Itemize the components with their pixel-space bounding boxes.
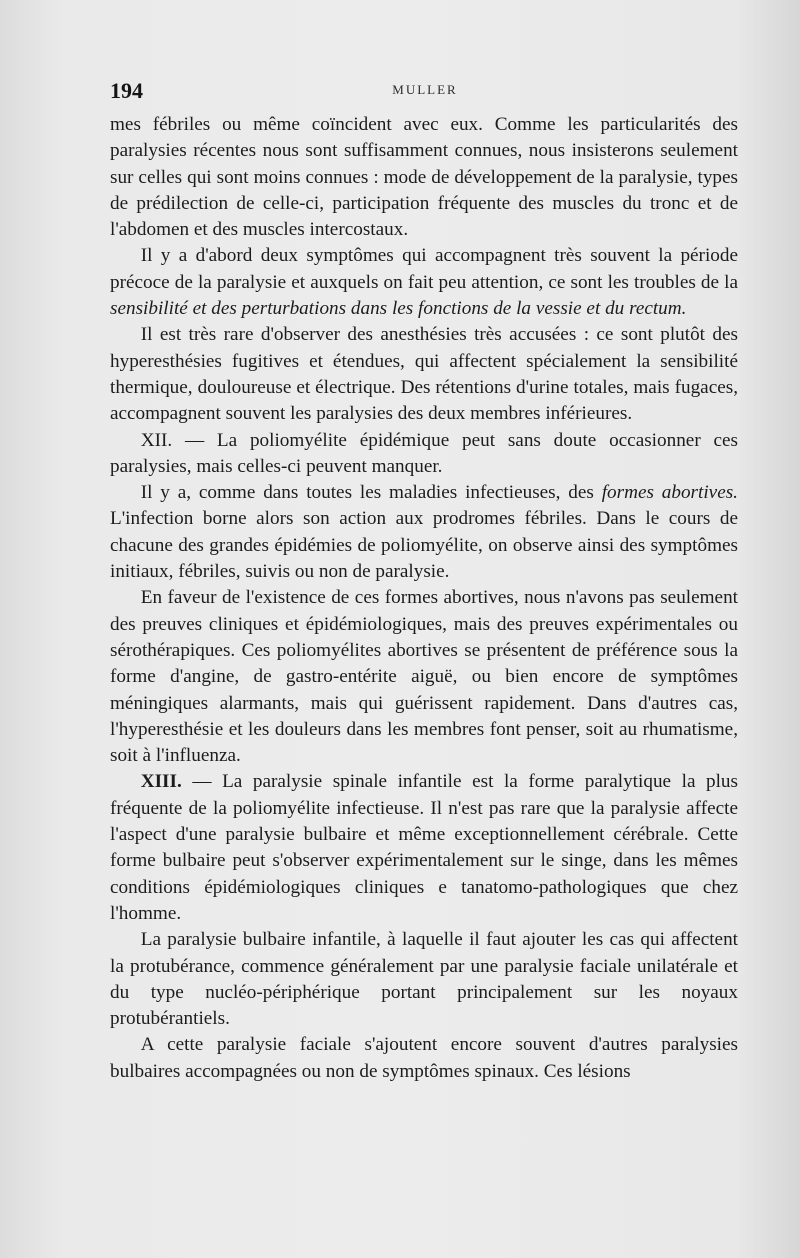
paragraph-6 bbox=[110, 585, 738, 769]
body-text bbox=[110, 112, 738, 1085]
section-xii-label: XII. bbox=[140, 429, 173, 451]
paragraph-9-text: A cette paralysie faciale s'ajoutent encore souvent d'autres paralysies bulbaires accompagnées ou non de symptômes spinaux. Ces lésions bbox=[110, 1034, 738, 1082]
paragraph-4-text: — La poliomyélite épidémique peut sans doute occasionner ces paralysies, mais celles-ci peuvent manquer. bbox=[110, 429, 738, 477]
paragraph-5-italic: formes abortives. bbox=[601, 482, 738, 504]
paragraph-4 bbox=[110, 428, 738, 481]
paragraph-2-text: Il y a d'abord deux symptômes qui accompagnent très souvent la période précoce de la paralysie et auxquels on fait peu attention, ce sont les troubles de la bbox=[110, 245, 738, 293]
paragraph-2 bbox=[110, 243, 738, 322]
paragraph-5 bbox=[110, 480, 738, 585]
paragraph-7-text: — La paralysie spinale infantile est la forme paralytique la plus fréquente de la poliomyélite infectieuse. Il n'est pas rare que la paralysie affecte l'aspect d'une paralysie bulbaire et même exceptionnellement cérébrale. Cette forme bulbaire peut s'observer expérimentalement sur le singe, dans les mêmes conditions épidémiologiques cliniques e tanatomo-pathologiques que chez l'homme. bbox=[110, 771, 738, 924]
paragraph-9 bbox=[110, 1032, 738, 1085]
paragraph-5-end: L'infection borne alors son action aux prodromes fébriles. Dans le cours de chacune des grandes épidémies de poliomyélite, on observe ainsi des symptômes initiaux, fébriles, suivis ou non de paralysie. bbox=[110, 508, 738, 583]
paragraph-8 bbox=[110, 927, 738, 1032]
paragraph-3 bbox=[110, 322, 738, 427]
paragraph-2-italic: sensibilité et des perturbations dans les fonctions de la vessie et du rectum. bbox=[110, 298, 687, 320]
paragraph-6-text: En faveur de l'existence de ces formes abortives, nous n'avons pas seulement des preuves cliniques et épidémiologiques, mais des preuves expérimentales ou sérothérapiques. Ces poliomyélites abortives se présentent de préférence sous la forme d'angine, de gastro-entérite aiguë, ou bien encore de symptômes méningiques alarmants, mais qui guérissent rapidement. Dans d'autres cas, l'hyperesthésie et les douleurs dans les membres font penser, soit au rhumatisme, soit à l'influenza. bbox=[110, 587, 738, 767]
section-xiii-label: XIII. bbox=[140, 771, 182, 793]
running-head: MULLER bbox=[392, 82, 458, 97]
paragraph-5-start: Il y a, comme dans toutes les maladies infectieuses, des bbox=[140, 482, 602, 504]
paragraph-7 bbox=[110, 769, 738, 927]
paragraph-1-text: mes fébriles ou même coïncident avec eux. Comme les particularités des paralysies récentes nous sont suffisamment connues, nous insisterons seulement sur celles qui sont moins connues : mode de développement de la paralysie, types de prédilection de celle-ci, participation fréquente des muscles du tronc et de l'abdomen et des muscles intercostaux. bbox=[110, 114, 738, 241]
paragraph-1 bbox=[110, 112, 738, 243]
page-header bbox=[110, 78, 740, 102]
page-number: 194 bbox=[110, 78, 143, 103]
paragraph-3-text: Il est très rare d'observer des anesthésies très accusées : ce sont plutôt des hyperesthésies fugitives et étendues, qui affectent spécialement la sensibilité thermique, douloureuse et électrique. Des rétentions d'urine totales, mais fugaces, accompagnent souvent les paralysies des deux membres inférieures. bbox=[110, 324, 738, 425]
paragraph-8-text: La paralysie bulbaire infantile, à laquelle il faut ajouter les cas qui affectent la protubérance, commence généralement par une paralysie faciale unilatérale et du type nucléo-périphérique portant principalement sur les noyaux protubérantiels. bbox=[110, 929, 738, 1030]
